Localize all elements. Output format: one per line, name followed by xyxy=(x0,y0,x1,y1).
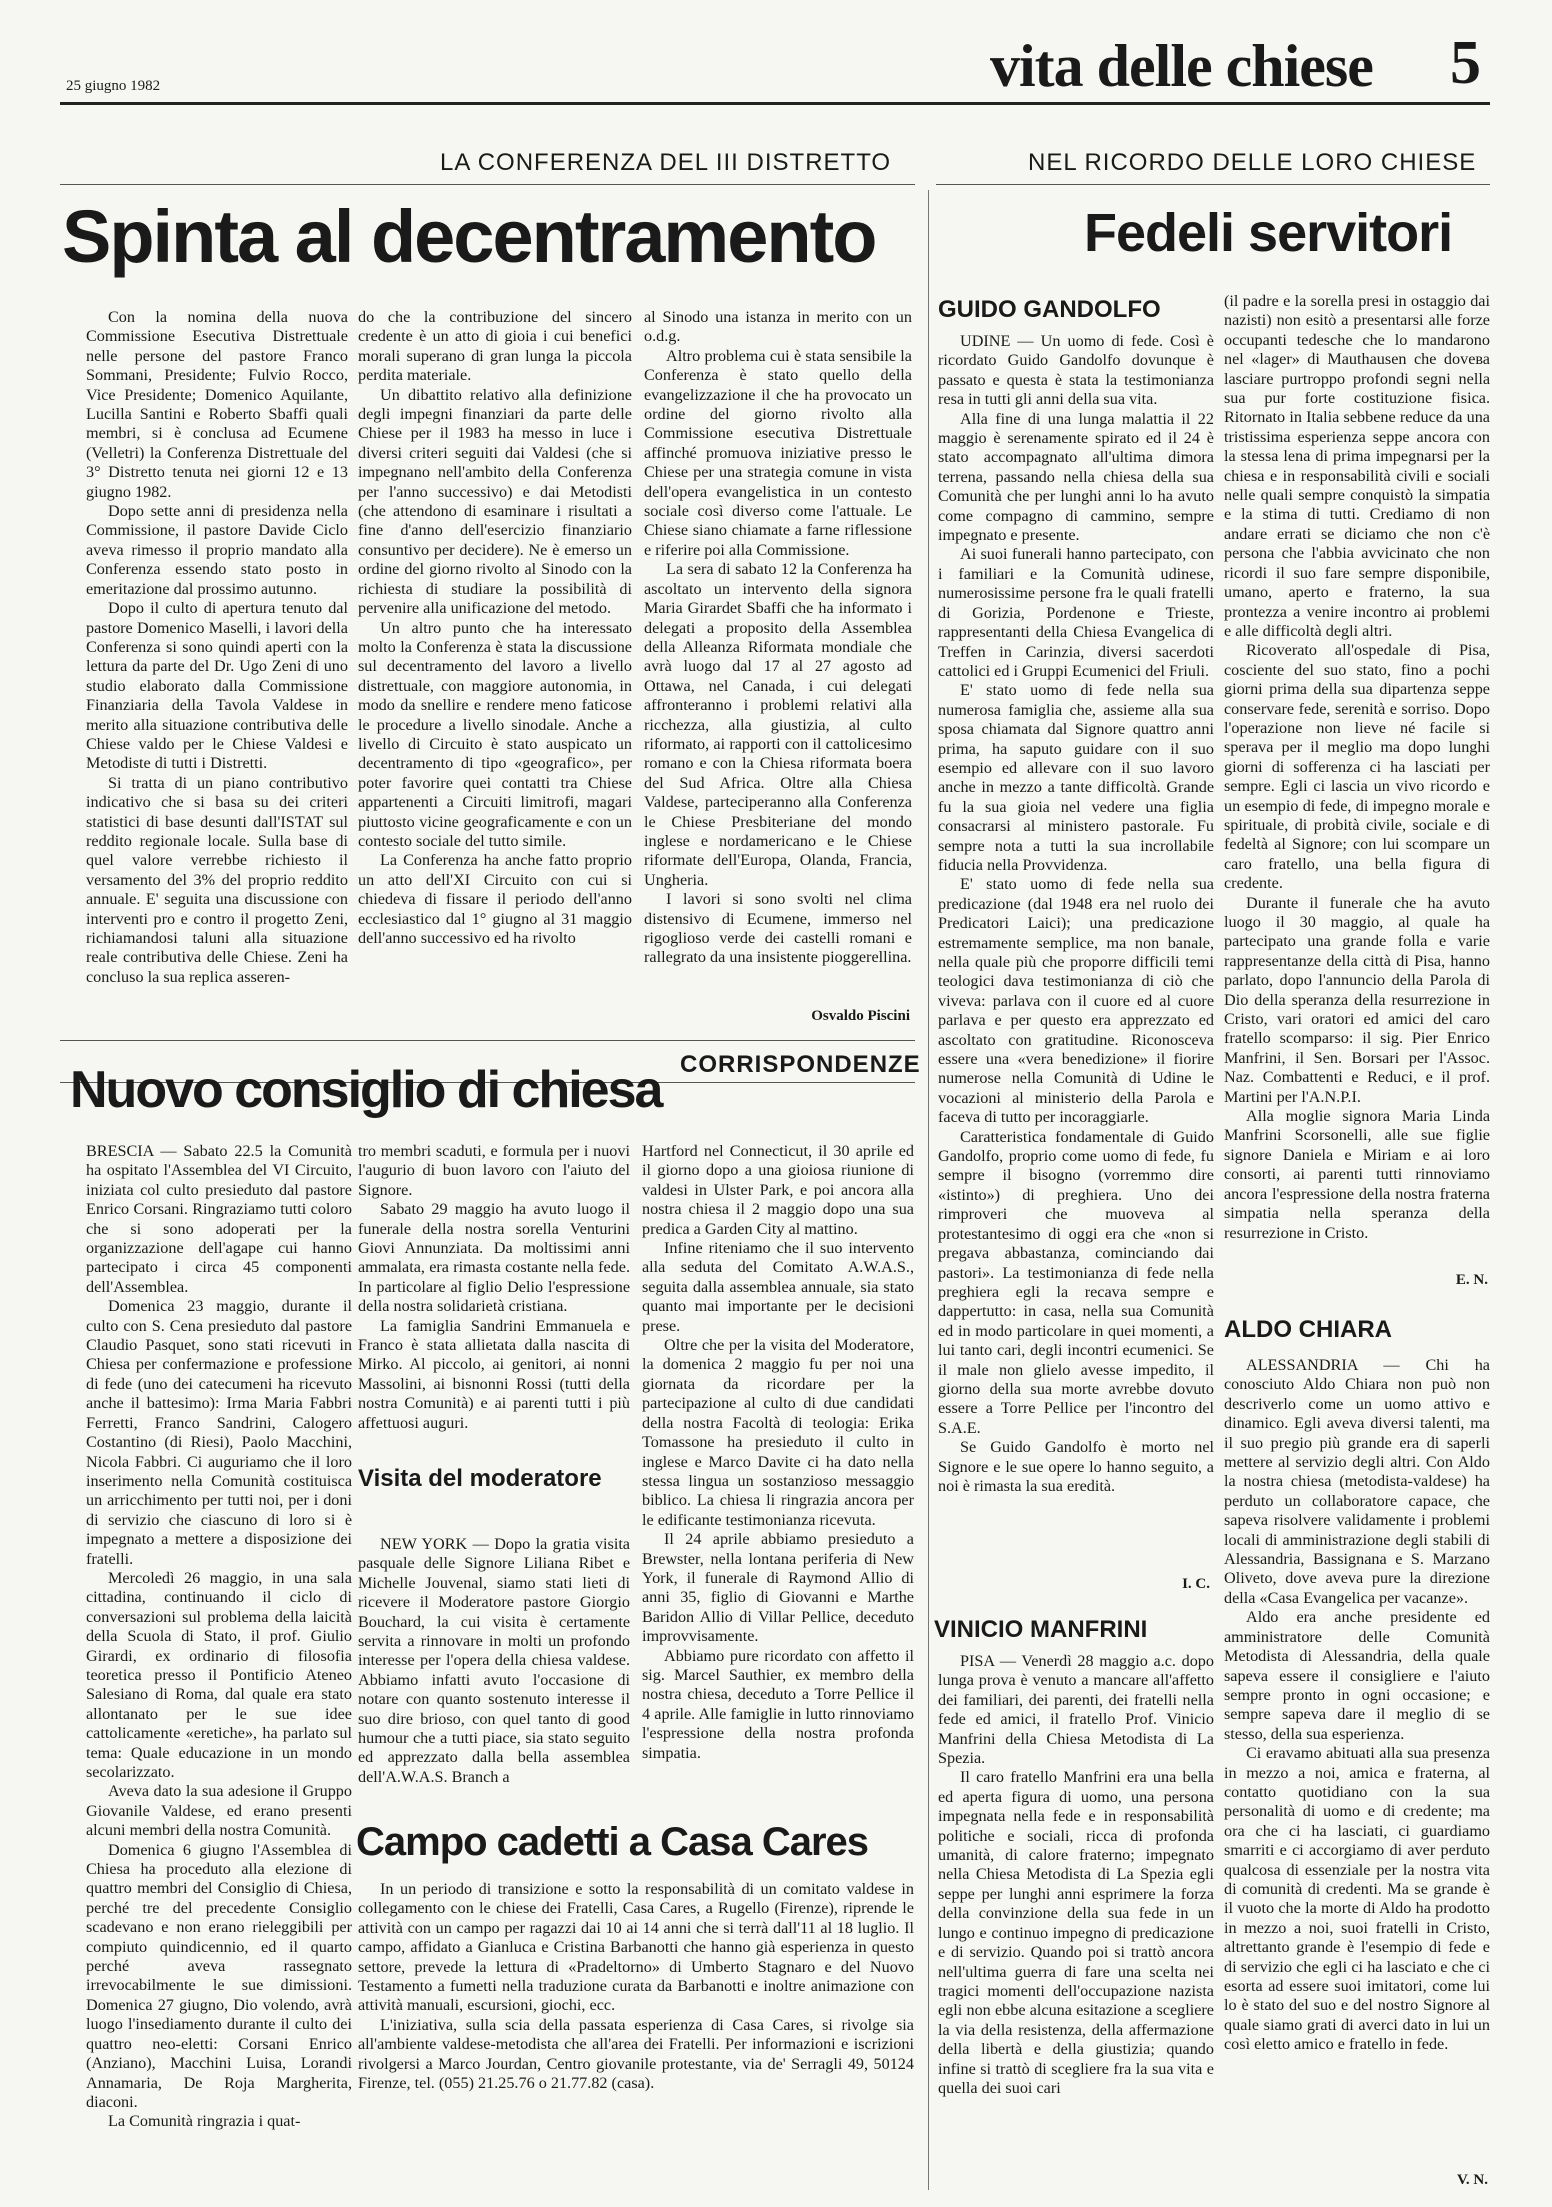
art4-title: Fedeli servitori xyxy=(1084,203,1453,263)
art3-title: Campo cadetti a Casa Cares xyxy=(356,1820,869,1864)
art2-column-1: BRESCIA — Sabato 22.5 la Comunità ha ospitato l'Assemblea del VI Circuito, iniziata col culto presieduto dal pastore Enrico Corsani. Ringraziamo tutti coloro che si sono adoperati per la organizzazione dell'agape cui hanno partecipato i circa 45 componenti dell'Assemblea. Domenica 23 maggio, durante il culto con S. Cena presieduto dal pastore Claudio Pasquet, sono stati ricevuti in Chiesa per confermazione e professione di fede (uno dei catecumeni ha ricevuto anche il battesimo): Irma Maria Fabbri Ferretti, Franco Sandrini, Calogero Costantino (di Riesi), Paolo Macchini, Nicola Fabbri. Ci auguriamo che il loro inserimento nella Comunità costituisca un arricchimento per tutti noi, per i doni di servizio che ciascuno di loro si è impegnato a mettere a disposizione dei fratelli. Mercoledì 26 maggio, in una sala cittadina, continuando il ciclo di conversazioni sul problema della laicità della Scuola di Stato, il prof. Giulio Girardi, ex ordinario di filosofia teoretica presso il Pontificio Ateneo Salesiano di Roma, dal quale era stato allontanato per le sue idee cattolicamente «eretiche», ha parlato sul tema: Quale educazione in un mondo secolarizzato. Aveva dato la sua adesione il Gruppo Giovanile Valdese, ed erano presenti alcuni membri della nostra Comunità. Domenica 6 giugno l'Assemblea di Chiesa ha proceduto alla elezione di quattro membri del Consiglio di Chiesa, perché tre del precedente Consiglio scadevano e non erano rieleggibili per compiuto quindicennio, ed il quarto perché aveva rassegnato irrevocabilmente le sue dimissioni. Domenica 27 giugno, Dio volendo, avrà luogo l'insediamento durante il culto dei quattro neo-eletti: Corsani Enrico (Anziano), Macchini Luisa, Lorandi Annamaria, De Roja Margherita, diaconi. La Comunità ringrazia i quat- xyxy=(86,1142,352,2131)
s2-signature: E. N. xyxy=(1455,1272,1488,1288)
s2-name: VINICIO MANFRINI xyxy=(934,1616,1148,1643)
art2-title: Nuovo consiglio di chiesa xyxy=(70,1061,662,1119)
art2-column-2: tro membri scaduti, e formula per i nuovi l'augurio di buon lavoro con l'aiuto del Signore. Sabato 29 maggio ha avuto luogo il funerale della nostra sorella Venturini Giovi Annunziata. Da moltissimi anni ammalata, era rimasta costante nella fede. In particolare al figlio Delio l'espressione della nostra solidarietà cristiana. La famiglia Sandrini Emmanuela e Franco è stata allietata dalla nascita di Mirko. Al piccolo, ai genitori, ai nonni Massolini, ai bisnonni Rossi (tutti della nostra Comunità) e ai parenti tutti i più affettuosi auguri. xyxy=(358,1142,630,1432)
art1-column-1: Con la nomina della nuova Commissione Esecutiva Distrettuale nelle persone del pastore Franco Sommani, Presidente; Fulvio Rocco, Vice Presidente; Domenico Aquilante, Lucilla Santini e Roberto Sbaffi quali membri, si è conclusa ad Ecumene (Velletri) la Conferenza Distrettuale del 3° Distretto tenuta nei giorni 12 e 13 giugno 1982. Dopo sette anni di presidenza nella Commissione, il pastore Davide Ciclo aveva rimesso il proprio mandato alla Conferenza essendo stato posto in emeritazione dal prossimo autunno. Dopo il culto di apertura tenuto dal pastore Domenico Maselli, i lavori della Conferenza si sono quindi aperti con la lettura da parte del Dr. Ugo Zeni di uno studio elaborato dalla Commissione Finanziaria della Tavola Valdese in merito alla situazione contributiva delle Chiese valdo per le Chiese Valdesi e Metodiste di tutti i Distretti. Si tratta di un piano contributivo indicativo che si basa su dei criteri statistici di base desunti dall'ISTAT sul reddito regionale locale. Sulla base di quel valore verrebbe richiesto il versamento del 3% del proprio reddito annuale. E' seguita una discussione con interventi pro e contro il progetto Zeni, richiamandosi taluni alla situazione reale contributiva delle Chiese. Zeni ha concluso la sua replica asseren- xyxy=(86,308,348,986)
art1-kicker: LA CONFERENZA DEL III DISTRETTO xyxy=(440,149,892,176)
art1-column-2: do che la contribuzione del sincero credente è un atto di gioia i cui benefici morali superano di gran lunga la piccola perdita materiale. Un dibattito relativo alla definizione degli impegni finanziari da parte delle Chiese per il 1983 ha messo in luce i diversi criteri seguiti dai Valdesi (che si impegnano nell'ambito della Conferenza per l'anno successivo) e dai Metodisti (che attendono di esaminare i risultati a fine d'anno dell'esercizio finanziario consuntivo per decidere). Ne è emerso un ordine del giorno rivolto al Sinodo con la richiesta di studiare la possibilità di pervenire alla unificazione del metodo. Un altro punto che ha interessato molto la Conferenza è stata la discussione sul decentramento del lavoro a livello distrettuale, con maggiore autonomia, in modo da snellire e rendere meno faticose le procedure a livello sinodale. Anche a livello di Circuito è stato auspicato un decentramento di tipo «geografico», per poter favorire quei contatti tra Chiese appartenenti a Circuiti limitrofi, magari piuttosto vicine geograficamente e con un contesto sociale del tutto simile. La Conferenza ha anche fatto proprio un atto dell'XI Circuito con cui si chiedeva di fissare il periodo dell'anno ecclesiastico dal 1° giugno al 31 maggio dell'anno successivo ed ha rivolto xyxy=(358,308,632,947)
s2-column-2: (il padre e la sorella presi in ostaggio dai nazisti) non esitò a presentarsi alle forze occupanti tedesche che lo mandarono nel «lager» di Mauthausen che dovева lasciare purtroppo profondi segni nella sua pur forte costituzione fisica. Ritornato in Italia sebbene reduce da una tristissima esperienza seppe ancora con la stessa lena di prima impegnarsi per la chiesa e in responsabilità civili e sociali nelle quali sempre conquistò la simpatia e la stima di tutti. Crediamo di non andare errati se diciamo che non c'è persona che l'abbia avvicinato che non ricordi il suo fare sempre disponibile, umano, aperto e fraterno, la sua prontezza a venire incontro ai problemi e alle difficoltà degli altri. Ricoverato all'ospedale di Pisa, cosciente del suo stato, fino a pochi giorni prima della sua dipartenza seppe conservare fede, serenità e sorriso. Dopo l'operazione non lieve né facile si sperava per il meglio ma dopo lunghi giorni di sofferenza ci ha lasciati per sempre. Egli ci lascia un vivo ricordo e un esempio di fede, di impegno morale e spirituale, di probità civile, sociale e di fedeltà al Signore; con lui scompare un caro fratello, una bella figura di credente. Durante il funerale che ha avuto luogo il 30 maggio, al quale ha partecipato una grande folla e varie rappresentanze della città di Pisa, hanno parlato, dopo l'annuncio della Parola di Dio della speranza della resurrezione in Cristo, vari oratori ed amici del caro fratello scomparso: il sig. Pier Enrico Manfrini, il Sen. Borsari per l'Assoc. Naz. Combattenti e Reduci, e il prof. Martini per l'A.N.P.I. Alla moglie signora Maria Linda Manfrini Scorsonelli, alle sue figlie signore Daniela e Miriam e ai loro consorti, ai parenti tutti rinnoviamo ancora l'espressione della nostra fraterna simpatia nella speranza della resurrezione in Cristo. xyxy=(1224,292,1490,1242)
s3-name: ALDO CHIARA xyxy=(1224,1316,1392,1343)
art4-rule xyxy=(936,184,1490,185)
masthead: vita delle chiese xyxy=(990,33,1373,99)
column-separator xyxy=(928,190,929,2190)
art1-signature: Osvaldo Piscini xyxy=(811,1008,910,1024)
s3-signature: V. N. xyxy=(1457,2172,1488,2188)
art4-kicker: NEL RICORDO DELLE LORO CHIESE xyxy=(1028,149,1477,176)
s2-column-1: PISA — Venerdì 28 maggio a.c. dopo lunga prova è venuto a mancare all'affetto dei familiari, dei parenti, dei fratelli nella fede ed amici, il fratello Prof. Vinicio Manfrini della Chiesa Metodista di La Spezia. Il caro fratello Manfrini era una bella ed aperta figura di uomo, una persona impegnata nella fede e in responsabilità politiche e sociali, ricca di profonda umanità, di calore fraterno; impegnato nella Chiesa Metodista di La Spezia egli seppe per lunghi anni esprimere la forza della convinzione della sua fede in un lungo e continuo impegno di predicazione e di servizio. Quando poi si trattò ancora nell'ultima guerra di fare una scelta nei tragici momenti dell'occupazione nazista egli non ebbe alcuna esitazione a scegliere la via della resistenza, della affermazione della libertà e della giustizia; quando infine si trattò di scegliere fra la sua vita e quella dei suoi cari xyxy=(938,1652,1214,2097)
s1-signature: I. C. xyxy=(1182,1576,1210,1592)
masthead-rule xyxy=(60,102,1490,105)
art1-rule xyxy=(60,184,915,185)
page-number: 5 xyxy=(1450,29,1481,97)
art1-column-3: al Sinodo una istanza in merito con un o.d.g. Altro problema cui è stata sensibile la Conferenza è stato quello della evangelizzazione il che ha provocato un ordine del giorno rivolto alla Commissione esecutiva Distrettuale affinché promuova iniziative presso le Chiese per una strategia comune in vista dell'opera evangelistica in un contesto sociale così diverso come l'attuale. Le Chiese siano chiamate a farne riflessione e riferire poi alla Commissione. La sera di sabato 12 la Conferenza ha ascoltato un intervento della signora Maria Girardet Sbaffi che ha informato i delegati a proposito della Assemblea della Alleanza Riformata mondiale che avrà luogo dal 17 al 27 agosto ad Ottawa, nel Canada, i cui delegati affronteranno i problemi relativi alla ricchezza, alla giustizia, al culto riformato, ai rapporti con il cattolicesimo romano e con la Chiesa riformata boera del Sud Africa. Oltre alla Chiesa Valdese, parteciperanno alla Conferenza le Chiese Presbiteriane del mondo inglese e nordamericano e le Chiese riformate dell'Europa, Olanda, Francia, Ungheria. I lavori si sono svolti nel clima distensivo di Ecumene, immerso nel rigoglioso verde dei castelli romani e rallegrato da una insistente pioggerellina. xyxy=(644,308,912,967)
s3-column: ALESSANDRIA — Chi ha conosciuto Aldo Chiara non può non descriverlo come un uomo attivo e dinamico. Egli aveva diversi talenti, ma il suo pregio più grande era di saperli mettere al servizio degli altri. Con Aldo la nostra chiesa (metodista-valdese) ha perduto un collaboratore capace, che sapeva risolvere validamente i problemi locali di amministrazione degli stabili di Alessandria, Bassignana e S. Marzano Oliveto, dove aveva pure la direzione della «Casa Evangelica per vacanze». Aldo era anche presidente ed amministratore delle Comunità Metodista di Alessandria, della quale sapeva essere il consigliere e l'aiuto sempre pronto in ogni occasione; e sempre sapeva dare il meglio di se stesso, della sua esperienza. Ci eravamo abituati alla sua presenza in mezzo a noi, amica e fraterna, al contatto quotidiano con la sua personalità di uomo e di credente; ma ora che ci ha lasciati, ci guardiamo smarriti e ci accorgiamo di aver perduto qualcosa di essenziale per la nostra vita di comunità di credenti. Ma se grande è il vuoto che la morte di Aldo ha prodotto in mezzo a noi, suoi fratelli in Cristo, altrettanto grande è l'esempio di fede e di servizio che egli ci ha lasciato e che ci esorta ad essere suoi imitatori, come lui lo è stato del suo e del nostro Signore al quale siamo grati di averci dato in lui un così eletto amico e fratello in fede. xyxy=(1224,1356,1490,2054)
art1-title: Spinta al decentramento xyxy=(62,195,876,278)
art2-column-2b: NEW YORK — Dopo la gratia visita pasquale delle Signore Liliana Ribet e Michelle Jouvenal, siamo stati lieti di ricevere il Moderatore pastore Giorgio Bouchard, la cui visita è certamente servita a rinnovare in molti un profondo interesse per l'opera della chiesa valdese. Abbiamo infatti avuto l'occasione di notare con quanto sostenuto interesse il suo dire brioso, con quel tanto di good humour che a tutti piace, sia stato seguito ed apprezzato dalla bella assemblea dell'A.W.A.S. Branch a xyxy=(358,1535,630,1786)
issue-date: 25 giugno 1982 xyxy=(66,78,161,94)
s1-column: UDINE — Un uomo di fede. Così è ricordato Guido Gandolfo dovunque è passato e questa è stata la testimonianza resa in tutti gli anni della sua vita. Alla fine di una lunga malattia il 22 maggio è serenamente spirato ed il 24 è stato accompagnato all'ultima dimora terrena, passando nella chiesa della sua Comunità che per lunghi anni lo ha avuto come compagno di cammino, sempre impegnato e presente. Ai suoi funerali hanno partecipato, con i familiari e la Comunità udinese, numerosissime persone fra le quali fratelli di Gorizia, Pordenone e Trieste, rappresentanti della Chiesa Evangelica di Treffen in Carinzia, diversi sacerdoti cattolici ed i Gruppi Ecumenici del Friuli. E' stato uomo di fede nella sua numerosa famiglia che, assieme alla sua sposa chiamata dal Signore quattro anni prima, ha saputo guidare con il suo esempio ed allevare con il suo lavoro anche in mezzo a tante difficoltà. Grande fu la sua gioia nel vedere una figlia consacrarsi al ministero pastorale. Fu sempre nota a tutti la sua incrollabile fiducia nella Provvidenza. E' stato uomo di fede nella sua predicazione (dal 1948 era nel ruolo dei Predicatori Laici); una predicazione estremamente semplice, ma non banale, nella quale più che proporre difficili temi teologici dava testimonianza di ciò che viveva: parlava con il cuore ed al cuore parlava e per questo era apprezzato ed ascoltato con gratitudine. Riconosceva essere una «vera benedizione» il fiorire numerose nella Comunità di Udine le vocazioni al ministerio della Parola e faceva di tutto per incoraggiarle. Caratteristica fondamentale di Guido Gandolfo, proprio come uomo di fede, fu sempre il bisogno (vorremmo dire «istinto») di preghiera. Uno dei rimproveri che muoveva al protestantesimo di oggi era che «non si pregava abbastanza, cominciando dai pastori». La testimonianza di fede nella preghiera egli la recava sempre e dappertutto: in casa, nella sua Comunità ed in modo particolare in quei momenti, a lui tanto cari, degli incontri ecumenici. Se il male non glielo avesse impedito, il giorno della sua morte avrebbe dovuto essere a Torre Pellice per l'incontro del S.A.E. Se Guido Gandolfo è morto nel Signore e le sue opere lo hanno seguito, a noi è rimasta la sua eredità. xyxy=(938,332,1214,1495)
art2-kicker: CORRISPONDENZE xyxy=(680,1051,921,1078)
s1-name: GUIDO GANDOLFO xyxy=(938,296,1161,323)
art2-column-3: Hartford nel Connecticut, il 30 aprile ed il giorno dopo a una gioiosa riunione di valdesi in Ulster Park, e poi ancora alla nostra chiesa il 2 maggio dopo una sua predica a Garden City al mattino. Infine riteniamo che il suo intervento alla seduta del Comitato A.W.A.S., seguita dalla assemblea annuale, sia stato quanto mai importante per le decisioni prese. Oltre che per la visita del Moderatore, la domenica 2 maggio fu per noi una giornata da ricordare per la partecipazione al culto di due candidati della nostra Facoltà di teologia: Erika Tomassone ha presieduto il culto in inglese e Marco Davite ci ha dato nella stessa lingua un sostanzioso messaggio biblico. La chiesa li ringrazia ancora per le edificante testimonianza ricevuta. Il 24 aprile abbiamo presieduto a Brewster, nella lontana periferia di New York, il funerale di Raymond Allio di anni 35, figlio di Giovanni e Marthe Baridon Allio di Villar Pellice, deceduto improvvisamente. Abbiamo pure ricordato con affetto il sig. Marcel Sauthier, ex membro della nostra chiesa, deceduto a Torre Pellice il 4 aprile. Alle famiglie in lutto rinnoviamo l'espressione della nostra profonda simpatia. xyxy=(642,1142,914,1762)
art2-subheading: Visita del moderatore xyxy=(358,1465,602,1492)
art1-bottom-rule xyxy=(60,1040,915,1041)
art3-body: In un periodo di transizione e sotto la responsabilità di un comitato valdese in collegamento con le chiese dei Fratelli, Casa Cares, a Rugello (Firenze), riprende le attività con un campo per ragazzi dai 10 ai 14 anni che si terrà dall'11 al 18 luglio. Il campo, affidato a Gianluca e Cristina Barbanotti che hanno già esperienza in questo settore, prevede la lettura di «Pradeltorno» di Umberto Stagnaro e del Nuovo Testamento a fumetti nella traduzione curata da Barbanotti e inoltre animazione con attività manuali, escursioni, giochi, ecc. L'iniziativa, sulla scia della passata esperienza di Casa Cares, si rivolge sia all'ambiente valdese-metodista che all'area dei Fratelli. Per informazioni e iscrizioni rivolgersi a Marco Jourdan, Centro giovanile protestante, via de' Serragli 49, 50124 Firenze, tel. (055) 21.25.76 o 21.77.82 (casa). xyxy=(358,1880,914,2093)
